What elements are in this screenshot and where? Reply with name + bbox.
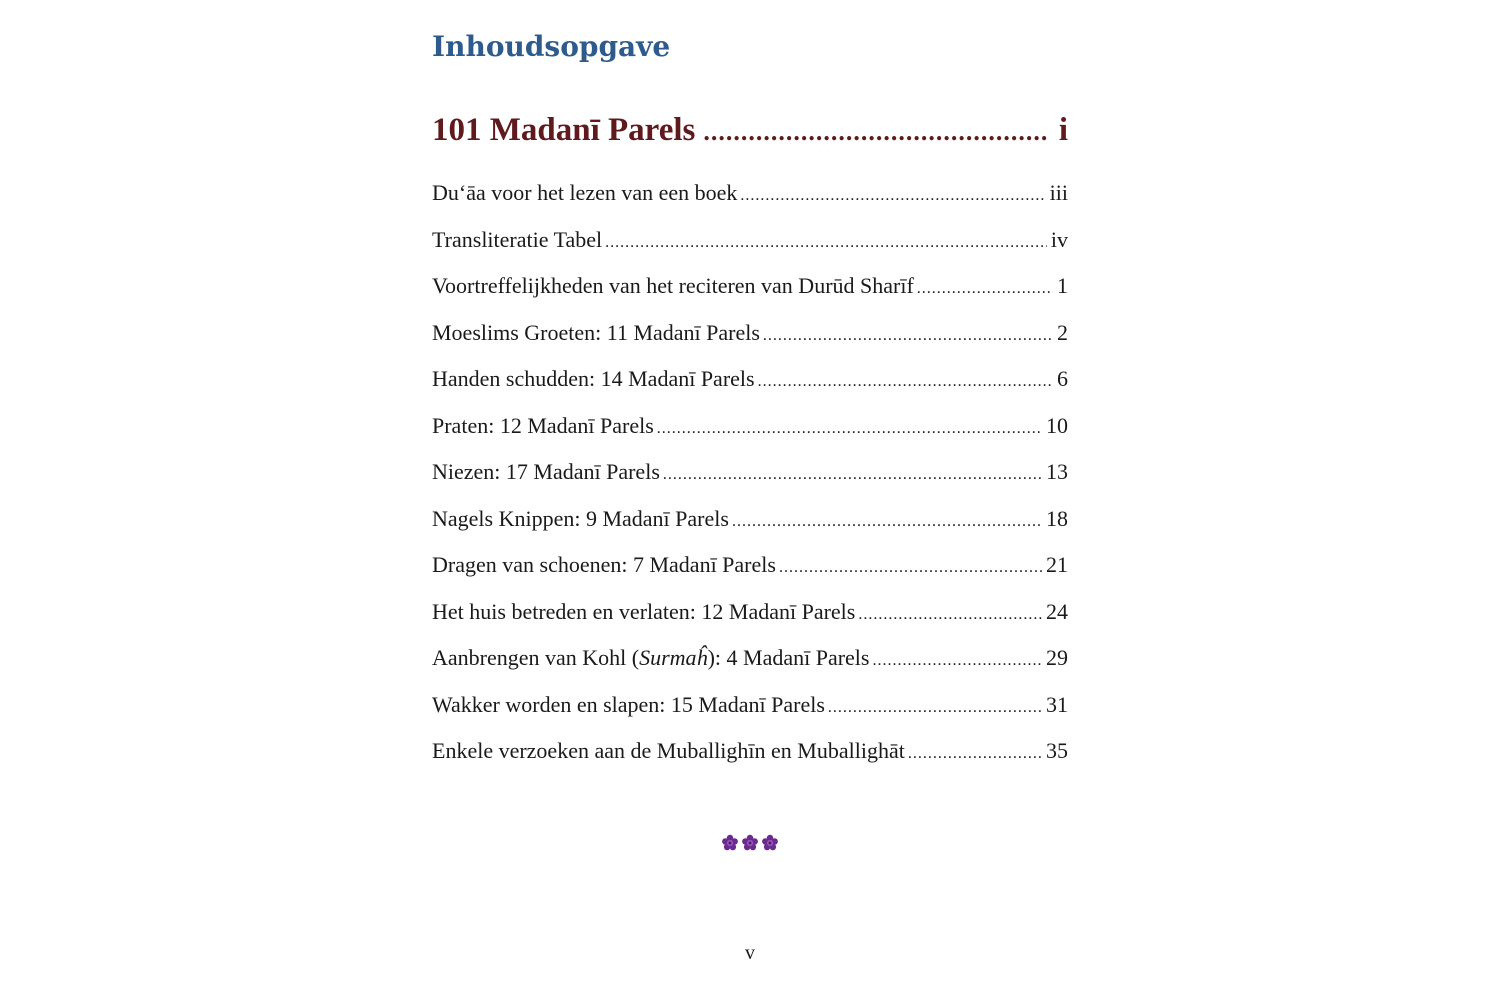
toc-entry-title: Wakker worden en slapen: 15 Madanī Parels bbox=[432, 691, 825, 717]
toc-entry-title: Handen schudden: 14 Madanī Parels bbox=[432, 366, 755, 391]
toc-entry-page: 10 bbox=[1046, 412, 1068, 438]
dot-leader bbox=[917, 280, 1053, 298]
toc-entry-title: Transliteratie Tabel bbox=[432, 226, 603, 252]
purple-flower-icon bbox=[741, 834, 759, 852]
dot-leader bbox=[908, 745, 1042, 763]
purple-flower-icon bbox=[761, 834, 779, 852]
toc-entry-page: 29 bbox=[1046, 645, 1068, 670]
purple-flower-icon bbox=[721, 834, 739, 852]
toc-entry-title: Voortreffelijkheden van het reciteren van Durūd Sharīf bbox=[432, 273, 914, 298]
toc-entry[interactable] bbox=[432, 599, 1068, 646]
toc-entry-title-italic: Surmaĥ bbox=[639, 645, 708, 670]
dot-leader bbox=[779, 559, 1042, 577]
toc-entry-title bbox=[432, 645, 869, 671]
toc-entry-title: Dragen van schoenen: 7 Madanī Parels bbox=[432, 552, 776, 577]
toc-entry[interactable] bbox=[432, 692, 1068, 739]
toc-entry-page: 24 bbox=[1046, 598, 1068, 624]
toc-entry-page: 31 bbox=[1046, 691, 1068, 717]
toc-entry-title: Moeslims Groeten: 11 Madanī Parels bbox=[432, 319, 760, 345]
toc-entry-page: 21 bbox=[1046, 552, 1068, 577]
toc-entry-title-part: ): 4 Madanī Parels bbox=[707, 645, 870, 670]
toc-entry[interactable] bbox=[432, 459, 1068, 506]
dot-leader bbox=[657, 420, 1042, 438]
dot-leader bbox=[763, 327, 1053, 345]
toc-entry-list bbox=[432, 180, 1068, 785]
toc-entry-title: Nagels Knippen: 9 Madanī Parels bbox=[432, 505, 729, 531]
dot-leader bbox=[605, 234, 1047, 252]
toc-heading: Inhoudsopgave bbox=[432, 30, 671, 63]
toc-entry[interactable] bbox=[432, 506, 1068, 553]
dot-leader bbox=[758, 373, 1053, 391]
toc-entry-page: 35 bbox=[1046, 738, 1068, 763]
toc-entry-title-part: Aanbrengen van Kohl ( bbox=[432, 645, 640, 670]
toc-entry-page: iii bbox=[1049, 180, 1068, 205]
dot-leader bbox=[663, 466, 1042, 484]
ornament-divider bbox=[0, 834, 1500, 852]
dot-leader bbox=[828, 699, 1042, 717]
dot-leader bbox=[858, 606, 1042, 624]
toc-entry[interactable] bbox=[432, 413, 1068, 460]
dot-leader bbox=[703, 117, 1048, 147]
toc-main-entry-title: 101 Madanī Parels bbox=[432, 112, 696, 148]
toc-entry-page: 13 bbox=[1046, 459, 1068, 484]
toc-entry[interactable] bbox=[432, 227, 1068, 274]
toc-entry-title: Het huis betreden en verlaten: 12 Madanī Parels bbox=[432, 598, 856, 624]
dot-leader bbox=[732, 513, 1042, 531]
dot-leader bbox=[740, 187, 1045, 205]
toc-entry[interactable] bbox=[432, 552, 1068, 599]
toc-entry-title: Du‘āa voor het lezen van een boek bbox=[432, 180, 738, 205]
toc-entry-page: 1 bbox=[1057, 273, 1068, 298]
toc-entry-title: Enkele verzoeken aan de Muballighīn en Muballighāt bbox=[432, 738, 905, 763]
page-number: v bbox=[745, 942, 755, 964]
dot-leader bbox=[872, 652, 1042, 670]
toc-main-entry[interactable] bbox=[432, 112, 1068, 149]
toc-entry-page: 2 bbox=[1057, 319, 1068, 345]
toc-entry[interactable] bbox=[432, 645, 1068, 692]
toc-entry[interactable] bbox=[432, 320, 1068, 367]
toc-main-entry-page: i bbox=[1058, 112, 1068, 148]
toc-entry-page: iv bbox=[1050, 226, 1068, 252]
toc-entry[interactable] bbox=[432, 273, 1068, 320]
toc-entry[interactable] bbox=[432, 738, 1068, 785]
toc-entry-page: 18 bbox=[1046, 505, 1068, 531]
toc-entry[interactable] bbox=[432, 180, 1068, 227]
toc-entry[interactable] bbox=[432, 366, 1068, 413]
toc-entry-title: Niezen: 17 Madanī Parels bbox=[432, 459, 660, 484]
toc-entry-title: Praten: 12 Madanī Parels bbox=[432, 412, 654, 438]
toc-entry-page: 6 bbox=[1057, 366, 1068, 391]
